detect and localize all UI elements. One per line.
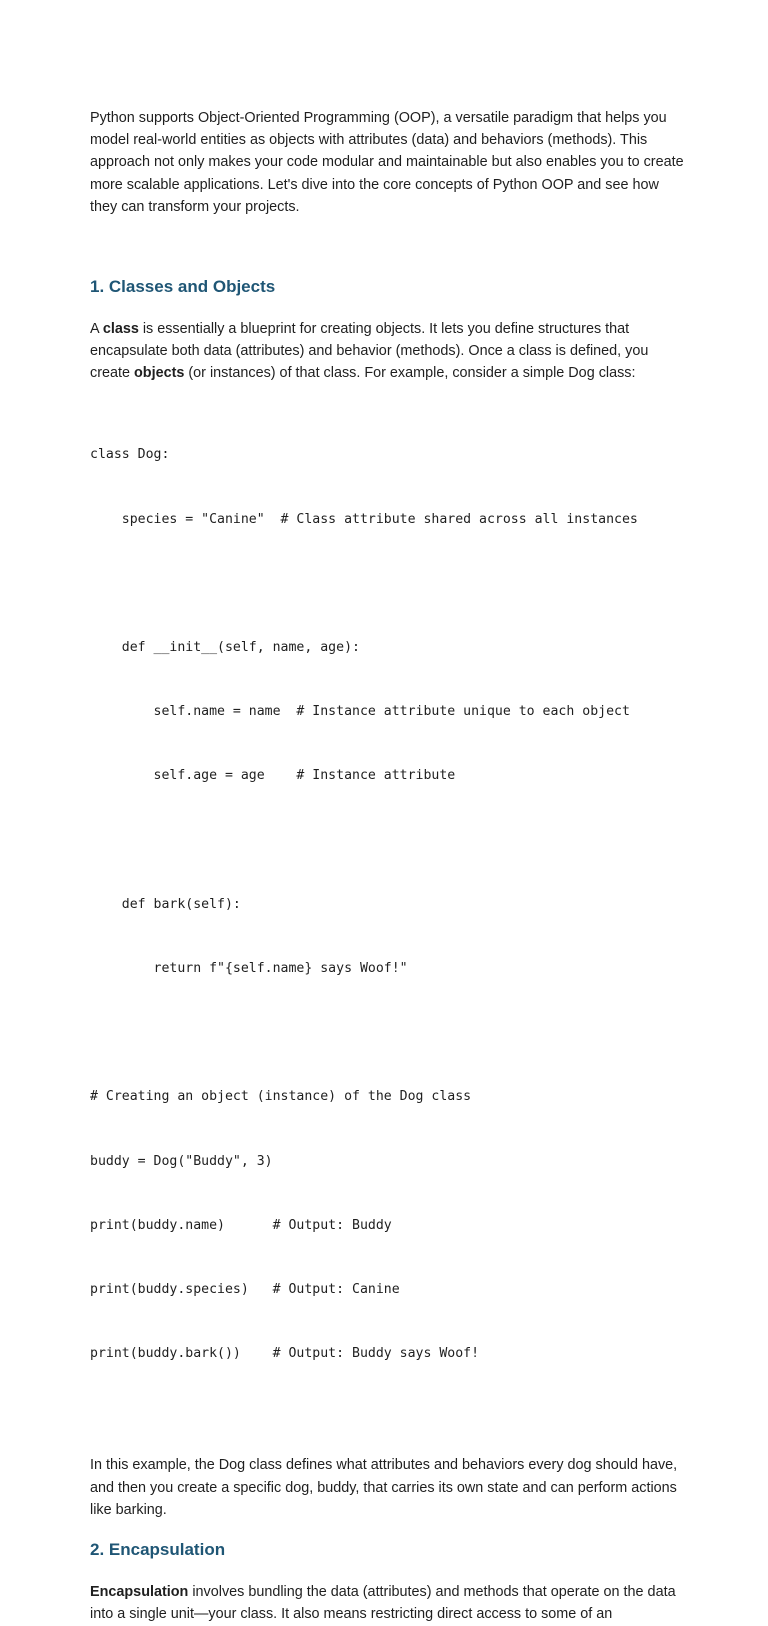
code-line: print(buddy.name) # Output: Buddy [90,1217,392,1233]
code-line: def __init__(self, name, age): [90,640,360,656]
encapsulation-term: Encapsulation [90,1584,189,1601]
code-line: class Dog: [90,447,170,463]
code-line: buddy = Dog("Buddy", 3) [90,1153,273,1169]
code-line: return f"{self.name} says Woof!" [90,961,408,977]
code-line: self.name = name # Instance attribute unique to each object [90,704,630,720]
code-line [90,573,690,594]
encapsulation-text-b: involves bundling the data (attributes) and methods that operate on the data into a single unit—your class. It also means restricting direct access to some of an [90,1584,676,1623]
code-line [90,830,690,851]
encapsulation-paragraph [90,1581,690,1625]
section-heading-encapsulation: 2. Encapsulation [90,1540,226,1560]
classes-text-c: is essentially a blueprint for creating objects. It lets you define structures that encapsulate both data (attributes) and behavior (methods). Once a class is defined, you create [90,321,649,382]
class-term: class [102,321,139,338]
code-line: def bark(self): [90,896,241,912]
code-line: species = "Canine" # Class attribute shared across all instances [90,511,638,527]
code-block-dog-class [90,402,690,1408]
code-line: # Creating an object (instance) of the Dog class [90,1089,472,1105]
section-heading-classes-and-objects: 1. Classes and Objects [90,277,276,297]
document-page [90,107,690,1626]
intro-paragraph: Python supports Object-Oriented Programming (OOP), a versatile paradigm that helps you model real-world entities as objects with attributes (data) and behaviors (methods). This approach not only makes your code modular and maintainable but also enables you to create more scalable applications. Let's dive into the core concepts of Python OOP and see how they can transform your projects. [90,110,684,215]
code-line: print(buddy.species) # Output: Canine [90,1282,400,1298]
objects-term: objects [134,365,185,382]
classes-text-e: (or instances) of that class. For example, consider a simple Dog class: [184,365,636,382]
example-paragraph: In this example, the Dog class defines what attributes and behaviors every dog should have, and then you create a specific dog, buddy, that carries its own state and can perform actions like barking. [90,1457,678,1518]
code-line [90,1022,690,1043]
classes-text-a: A [90,321,103,338]
code-line: self.age = age # Instance attribute [90,768,456,784]
code-line: print(buddy.bark()) # Output: Buddy says Woof! [90,1346,480,1362]
classes-paragraph [90,318,690,385]
